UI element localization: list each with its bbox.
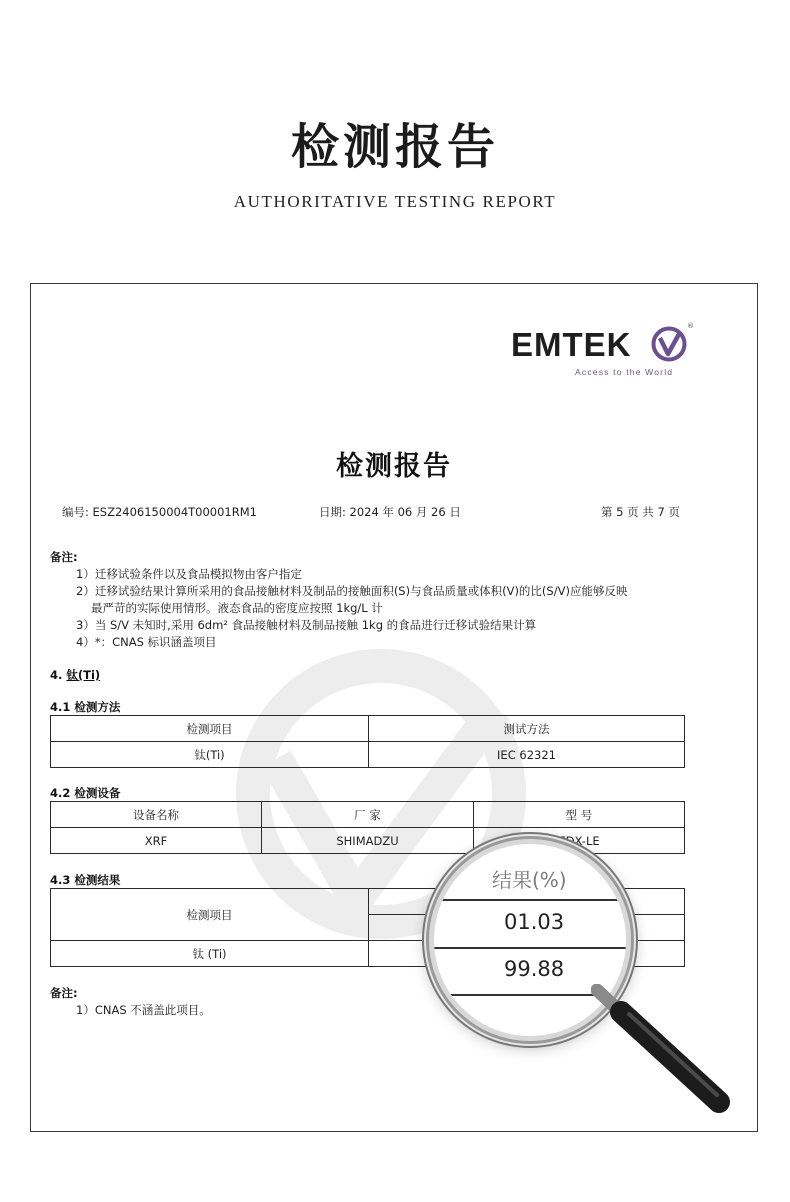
table-header-cell: 检测项目 <box>51 716 369 742</box>
table-header-row <box>51 802 685 828</box>
table-header-row <box>51 716 685 742</box>
table-cell: 钛(Ti) <box>51 742 369 768</box>
table-header-cell: 检测项目 <box>51 889 369 941</box>
registered-mark-icon: ® <box>687 322 694 330</box>
method-heading: 4.1 检测方法 <box>50 700 121 714</box>
report-document <box>30 283 758 1132</box>
magnified-rule <box>434 947 626 949</box>
footer-notes-heading: 备注: <box>50 986 78 1000</box>
equipment-heading: 4.2 检测设备 <box>50 786 121 800</box>
document-title: 检测报告 <box>336 451 452 482</box>
page-title: 检测报告 <box>290 119 499 175</box>
equipment-table <box>50 801 685 854</box>
table-header-cell: 测试方法 <box>369 716 685 742</box>
method-table <box>50 715 685 768</box>
table-cell: SHIMADZU <box>262 828 474 854</box>
magnifier-handle-icon <box>591 984 731 1119</box>
table-row <box>51 828 685 854</box>
emtek-logo <box>511 320 701 382</box>
section-4-heading <box>50 667 100 683</box>
magnified-value: 01.03 <box>504 910 565 934</box>
logo-check-icon <box>650 325 688 363</box>
table-header-cell: 厂 家 <box>262 802 474 828</box>
note-line: 3）当 S/V 未知时,采用 6dm² 食品接触材料及制品接触 1kg 的食品进行迁移试验结果计算 <box>76 618 537 632</box>
table-cell: 钛 (Ti) <box>51 941 369 967</box>
table-cell: EDX-LE <box>474 828 685 854</box>
note-line: 2）迁移试验结果计算所采用的食品接触材料及制品的接触面积(S)与食品质量或体积(V)的比(S/V)应能够反映 <box>76 584 628 598</box>
section-4-number: 4. <box>50 668 67 682</box>
results-heading: 4.3 检测结果 <box>50 873 121 887</box>
table-row <box>51 742 685 768</box>
note-line: 1）迁移试验条件以及食品模拟物由客户指定 <box>76 567 302 581</box>
magnified-rule <box>434 899 626 901</box>
section-4-element: 钛(Ti) <box>66 668 101 682</box>
page-indicator: 第 5 页 共 7 页 <box>601 505 680 519</box>
table-header-cell: 型 号 <box>474 802 685 828</box>
magnified-value: 99.88 <box>504 957 565 981</box>
note-line: 4）*：CNAS 标识涵盖项目 <box>76 635 217 649</box>
report-number: 编号: ESZ2406150004T00001RM1 <box>62 505 257 519</box>
table-cell: IEC 62321 <box>369 742 685 768</box>
logo-wordmark: EMTEK <box>511 326 632 363</box>
page-subtitle: AUTHORITATIVE TESTING REPORT <box>233 192 557 211</box>
logo-tagline: Access to the World <box>575 367 674 377</box>
notes-heading: 备注: <box>50 550 78 564</box>
table-cell: XRF <box>51 828 262 854</box>
note-line: 最严苛的实际使用情形。液态食品的密度应按照 1kg/L 计 <box>91 601 383 615</box>
report-date: 日期: 2024 年 06 月 26 日 <box>319 505 461 519</box>
magnified-result-header: 结果(%) <box>492 868 567 892</box>
footer-note: 1）CNAS 不涵盖此项目。 <box>76 1003 211 1017</box>
table-header-cell: 设备名称 <box>51 802 262 828</box>
